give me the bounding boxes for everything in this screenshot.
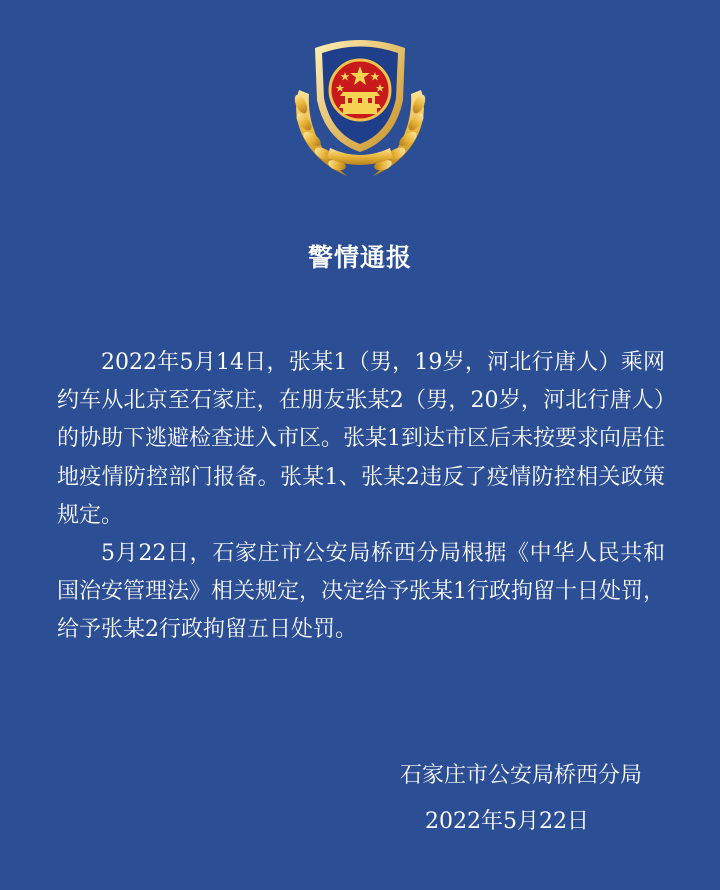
notice-body — [57, 344, 665, 650]
signature-block — [400, 753, 642, 845]
notice-paragraph: 2022年5月14日，张某1（男，19岁，河北行唐人）乘网约车从北京至石家庄，在朋友张某2（男，20岁，河北行唐人）的协助下逃避检查进入市区。张某1到达市区后未按要求向居住地疫情防控部门报备。张某1、张某2违反了疫情防控相关政策规定。 — [57, 350, 665, 528]
notice-paragraph: 5月22日，石家庄市公安局桥西分局根据《中华人民共和国治安管理法》相关规定，决定给予张某1行政拘留十日处罚，给予张某2行政拘留五日处罚。 — [57, 541, 665, 643]
issuer-name: 石家庄市公安局桥西分局 — [399, 763, 642, 788]
notice-title: 警情通报 — [307, 243, 412, 272]
police-emblem-icon — [285, 30, 435, 190]
issue-date: 2022年5月22日 — [425, 809, 589, 834]
